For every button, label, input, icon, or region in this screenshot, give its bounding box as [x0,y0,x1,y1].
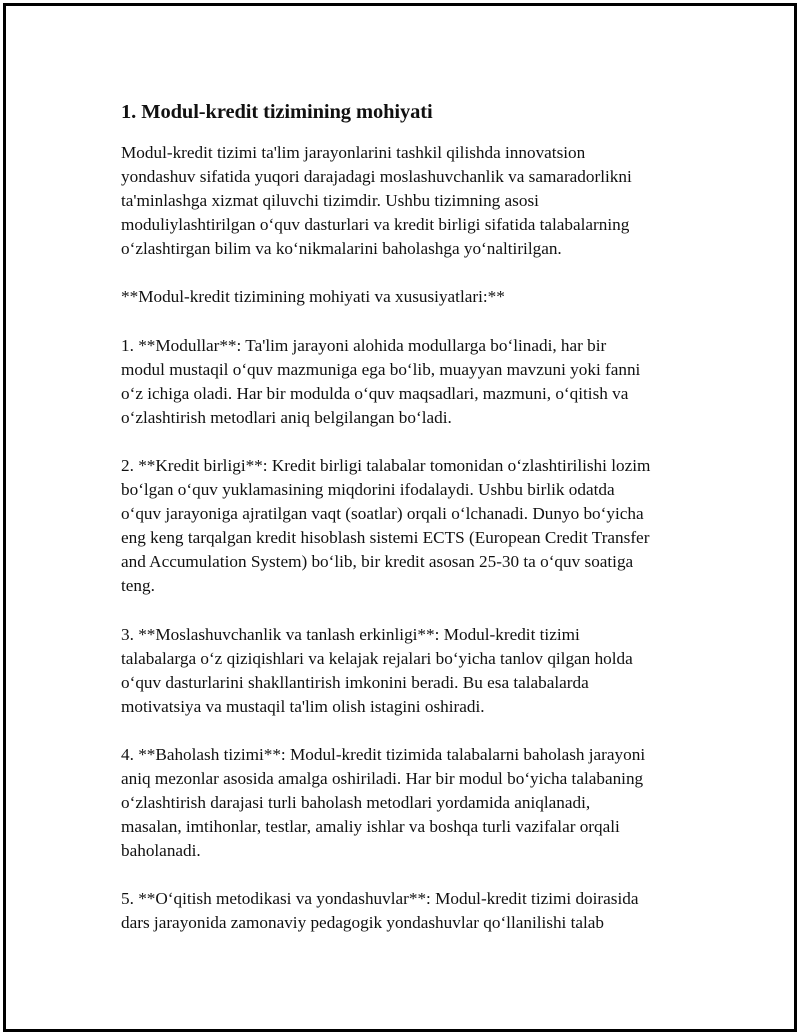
text-line: baholanadi. [121,841,201,861]
text-line: Modul-kredit tizimi ta'lim jarayonlarini tashkil qilishda innovatsion [121,143,586,162]
list-item-teaching-methods [121,887,701,935]
text-line: o‘quv dasturlarini shakllantirish imkonini beradi. Bu esa talabalarda [121,672,589,692]
text-line: 3. **Moslashuvchanlik va tanlash erkinligi**: Modul-kredit tizimi [121,624,580,644]
text-line: motivatsiya va mustaqil ta'lim olish istagini oshiradi. [121,696,485,716]
text-line: ta'minlashga xizmat qiluvchi tizimdir. Ushbu tizimning asosi [121,191,539,211]
text-line: o‘zlashtirish metodlari aniq belgilangan bo‘ladi. [121,407,452,427]
text-line: **Modul-kredit tizimining mohiyati va xususiyatlari:** [121,287,505,307]
subheading-paragraph [121,285,701,309]
list-item-flexibility [121,623,701,719]
text-line: 5. **O‘qitish metodikasi va yondashuvlar**: Modul-kredit tizimi doirasida [121,889,639,909]
text-line: eng keng tarqalgan kredit hisoblash sistemi ECTS (European Credit Transfer [121,528,650,548]
list-item-credit-unit [121,454,701,599]
list-item-assessment [121,743,701,863]
text-line: aniq mezonlar asosida amalga oshiriladi. Har bir modul bo‘yicha talabaning [121,768,644,788]
text-line: modul mustaqil o‘quv mazmuniga ega bo‘lib, muayyan mavzuni yoki fanni [121,359,641,379]
list-item-modules [121,334,701,430]
text-line: 1. **Modullar**: Ta'lim jarayoni alohida modullarga bo‘linadi, har bir [121,335,607,355]
text-line: o‘z ichiga oladi. Har bir modulda o‘quv maqsadlari, mazmuni, o‘qitish va [121,383,629,403]
intro-paragraph [121,141,701,261]
page-frame [3,3,797,1032]
text-line: o‘zlashtirish darajasi turli baholash metodlari yordamida aniqlanadi, [121,793,591,813]
document-body [121,99,701,960]
text-line: o‘zlashtirgan bilim va ko‘nikmalarini baholashga yo‘naltirilgan. [121,239,562,259]
section-heading: 1. Modul-kredit tizimining mohiyati [121,101,433,123]
text-line: 2. **Kredit birligi**: Kredit birligi talabalar tomonidan o‘zlashtirilishi lozim [121,455,651,475]
text-line: yondashuv sifatida yuqori darajadagi moslashuvchanlik va samaradorlikni [121,167,632,187]
text-line: moduliylashtirilgan o‘quv dasturlari va kredit birligi sifatida talabalarning [121,215,630,235]
text-line: bo‘lgan o‘quv yuklamasining miqdorini ifodalaydi. Ushbu birlik odatda [121,480,615,500]
text-line: and Accumulation System) bo‘lib, bir kredit asosan 25-30 ta o‘quv soatiga [121,552,634,572]
text-line: talabalarga o‘z qiziqishlari va kelajak rejalari bo‘yicha tanlov qilgan holda [121,648,633,668]
text-line: o‘quv jarayoniga ajratilgan vaqt (soatlar) orqali o‘lchanadi. Dunyo bo‘yicha [121,504,644,524]
text-line: dars jarayonida zamonaviy pedagogik yondashuvlar qo‘llanilishi talab [121,913,605,933]
text-line: masalan, imtihonlar, testlar, amaliy ishlar va boshqa turli vazifalar orqali [121,817,620,837]
text-line: 4. **Baholash tizimi**: Modul-kredit tizimida talabalarni baholash jarayoni [121,744,646,764]
text-line: teng. [121,576,155,596]
